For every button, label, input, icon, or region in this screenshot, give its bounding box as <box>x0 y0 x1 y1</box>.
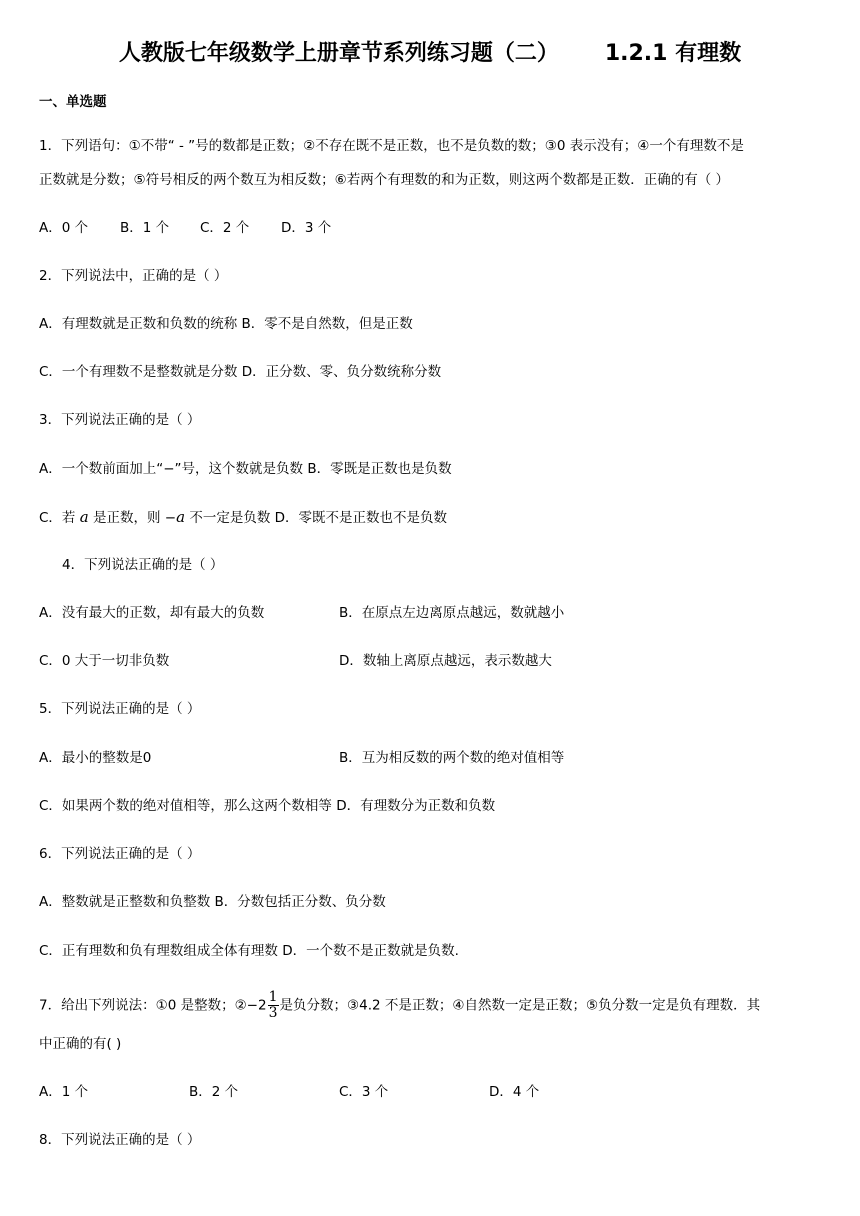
q3-row2-post: 不一定是负数 D．零既不是正数也不是负数 <box>185 510 448 526</box>
q4-option-d: D．数轴上离原点越远，表示数越大 <box>339 653 552 669</box>
page-title: 人教版七年级数学上册章节系列练习题（二） 1.2.1 有理数 <box>118 41 742 66</box>
q7-stem-line2: 中正确的有( ) <box>39 1036 122 1052</box>
q6-stem: 6．下列说法正确的是（ ） <box>39 846 201 862</box>
section-heading: 一、单选题 <box>39 94 107 110</box>
q7-option-a: A．1 个 <box>39 1084 89 1100</box>
fraction-one-third <box>268 990 279 1021</box>
q4-option-c: C．0 大于一切非负数 <box>39 653 170 669</box>
q1-option-d: D．3 个 <box>281 220 332 236</box>
q6-options-row2: C．正有理数和负有理数组成全体有理数 D．一个数不是正数就是负数. <box>39 943 459 959</box>
q3-stem: 3．下列说法正确的是（ ） <box>39 412 201 428</box>
q7-stem-line1 <box>39 990 760 1021</box>
q1-stem-line2: 正数就是分数；⑤符号相反的两个数互为相反数；⑥若两个有理数的和为正数，则这两个数都是正数．正确的有（ ） <box>39 172 729 188</box>
q7-option-c: C．3 个 <box>339 1084 389 1100</box>
q7-line1-post: 是负分数；③4.2 不是正数；④自然数一定是正数；⑤负分数一定是负有理数．其 <box>279 997 761 1014</box>
q5-stem: 5．下列说法正确的是（ ） <box>39 701 201 717</box>
q4-option-b: B．在原点左边离原点越远，数就越小 <box>339 605 565 621</box>
q3-var-a-neg: a <box>176 508 186 526</box>
q3-var-a: a <box>79 508 89 526</box>
q5-option-a: A．最小的整数是0 <box>39 750 152 766</box>
q5-option-b: B．互为相反数的两个数的绝对值相等 <box>339 750 565 766</box>
q6-options-row1: A．整数就是正整数和负整数 B．分数包括正分数、负分数 <box>39 894 386 910</box>
q2-options-row2: C．一个有理数不是整数就是分数 D．正分数、零、负分数统称分数 <box>39 364 442 380</box>
q7-option-d: D．4 个 <box>489 1084 540 1100</box>
q1-stem-line1: 1．下列语句：①不带“ - ”号的数都是正数；②不存在既不是正数，也不是负数的数；③0 表示没有；④一个有理数不是 <box>39 138 744 154</box>
q1-option-c: C．2 个 <box>200 220 250 236</box>
q1-option-b: B．1 个 <box>120 220 170 236</box>
q3-row2-pre: C．若 <box>39 510 80 526</box>
fraction-denominator: 3 <box>268 1005 278 1021</box>
q4-option-a: A．没有最大的正数，却有最大的负数 <box>39 605 265 621</box>
fraction-numerator: 1 <box>268 989 278 1005</box>
q7-line1-pre: 7．给出下列说法：①0 是整数；②−2 <box>39 997 267 1014</box>
q4-stem: 4．下列说法正确的是（ ） <box>62 557 224 573</box>
q2-options-row1: A．有理数就是正数和负数的统称 B．零不是自然数，但是正数 <box>39 316 413 332</box>
q8-stem: 8．下列说法正确的是（ ） <box>39 1132 201 1148</box>
q5-options-row2: C．如果两个数的绝对值相等，那么这两个数相等 D．有理数分为正数和负数 <box>39 798 496 814</box>
q3-row2-mid: 是正数，则 − <box>88 510 177 526</box>
q7-option-b: B．2 个 <box>189 1084 239 1100</box>
q2-stem: 2．下列说法中，正确的是（ ） <box>39 268 228 284</box>
q1-option-a: A．0 个 <box>39 220 89 236</box>
q3-options-row2 <box>39 507 447 528</box>
q3-options-row1: A．一个数前面加上“−”号，这个数就是负数 B．零既是正数也是负数 <box>39 461 452 477</box>
